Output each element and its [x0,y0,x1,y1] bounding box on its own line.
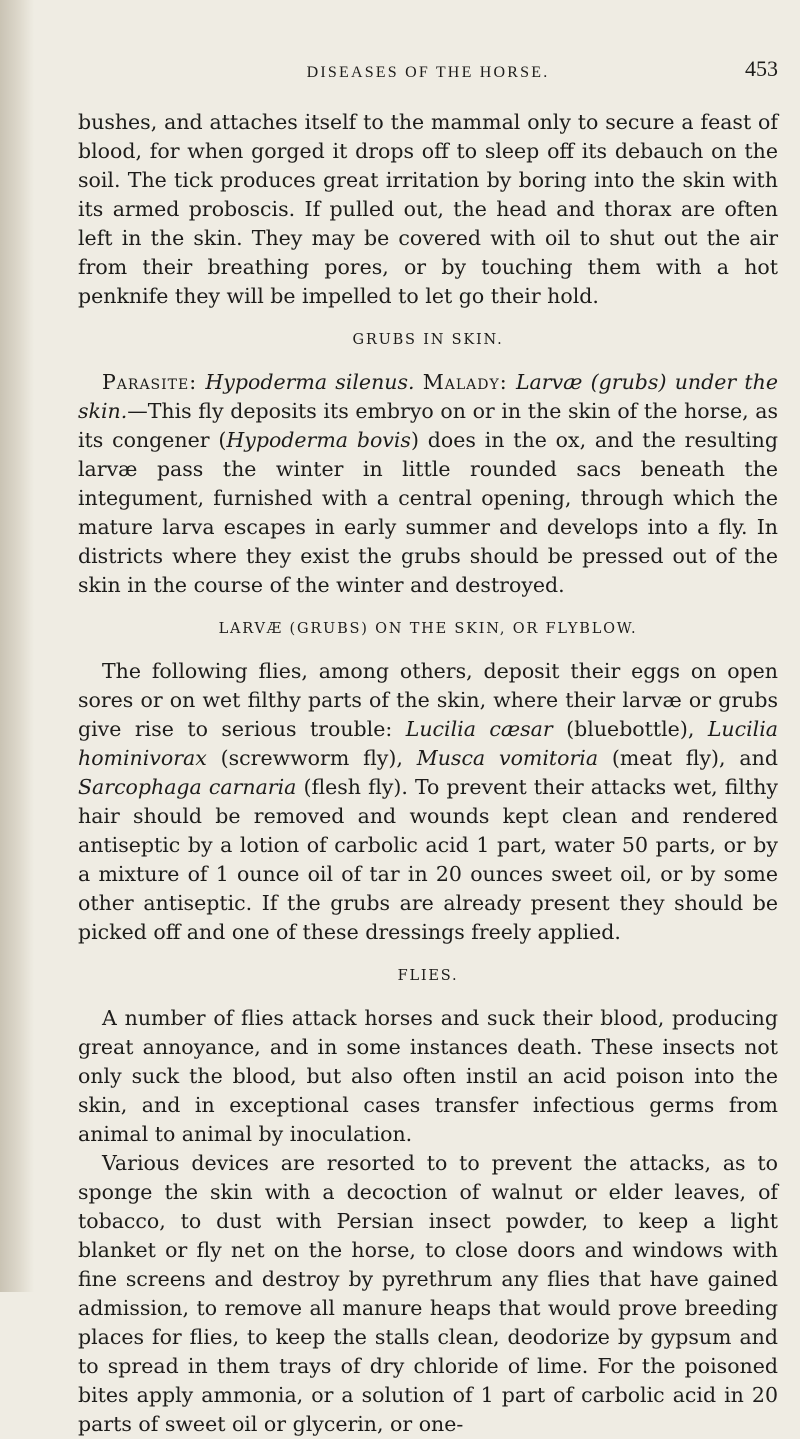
section-heading-larvae-on-skin: LARVÆ (GRUBS) ON THE SKIN, OR FLYBLOW. [218,621,638,637]
page-number: 453 [745,56,778,81]
book-page [78,58,778,1439]
paragraph-flies-attack: A number of flies attack horses and suck their blood, producing great annoyance, and in some instances death. These insects not only suck the blood, but also often instil an acid poison into the skin, and in exceptional cases transfer infectious germs from animal to animal by inoculation. [78,1006,778,1146]
grubs-text-b: ) does in the ox, and the resulting larvæ pass the winter in little rounded sacs beneath the integument, furnished with a central opening, through which the mature larva escapes in early summer and develops into a fly. In districts where they exist the grubs should be pressed out of the skin in the course of the winter and destroyed. [78,428,779,597]
malady-name: Larvæ (grubs) under the skin. [78,370,778,423]
section-heading-grubs-in-skin: GRUBS IN SKIN. [352,332,504,348]
section-heading-flies: FLIES. [397,968,459,984]
parasite-name: Hypoderma silenus. [205,370,415,394]
grubs-text-a: —This fly deposits its embryo on or in the skin of the horse, as its congener ( [78,399,778,452]
paragraph-grubs-in-skin [78,368,778,600]
parasite-label: Parasite: [102,370,198,394]
paragraph-fly-prevention: Various devices are resorted to to prevent the attacks, as to sponge the skin with a decoction of walnut or elder leaves, of tobacco, to dust with Persian insect powder, to keep a light blanket or fly net on the horse, to close doors and windows with fine screens and destroy by pyrethrum any flies that have gained admission, to remove all manure heaps that would prove breeding places for flies, to keep the stalls clean, deodorize by gypsum and to spread in them trays of dry chloride of lime. For the poisoned bites apply ammonia, or a solution of 1 part of carbolic acid in 20 parts of sweet oil or glycerin, or one- [78,1151,778,1436]
larvae-text-b: (bluebottle), [552,717,708,741]
larvae-text-c: (screwworm fly), [206,746,417,770]
book-spine-shadow [0,0,34,1292]
larvae-text-d: (meat fly), and [598,746,778,770]
species-musca-vomitoria: Musca vomitoria [416,746,599,770]
species-hypoderma-bovis: Hypoderma bovis [226,428,411,452]
species-lucilia-caesar: Lucilia cæsar [405,717,553,741]
species-sarcophaga-carnaria: Sarcophaga carnaria [78,775,297,799]
paragraph-larvae-on-skin [78,657,778,947]
larvae-text-a: The following flies, among others, deposit their eggs on open sores or on wet filthy parts of the skin, where their larvæ or grubs give rise to serious trouble: [78,659,778,741]
running-head [78,58,778,88]
paragraph-tick-removal: bushes, and attaches itself to the mammal only to secure a feast of blood, for when gorged it drops off to sleep off its debauch on the soil. The tick produces great irritation by boring into the skin with its armed proboscis. If pulled out, the head and thorax are often left in the skin. They may be covered with oil to shut out the air from their breathing pores, or by touching them with a hot penknife they will be impelled to let go their hold. [78,110,778,308]
species-lucilia-hominivorax: Lucilia hominivorax [78,717,779,770]
larvae-text-e: (flesh fly). To prevent their attacks wet, filthy hair should be removed and wounds kept clean and rendered antiseptic by a lotion of carbolic acid 1 part, water 50 parts, or by a mixture of 1 ounce oil of tar in 20 ounces sweet oil, or by some other antiseptic. If the grubs are already present they should be picked off and one of these dressings freely applied. [78,775,779,944]
running-head-title: DISEASES OF THE HORSE. [306,64,550,81]
malady-label: Malady: [422,370,508,394]
